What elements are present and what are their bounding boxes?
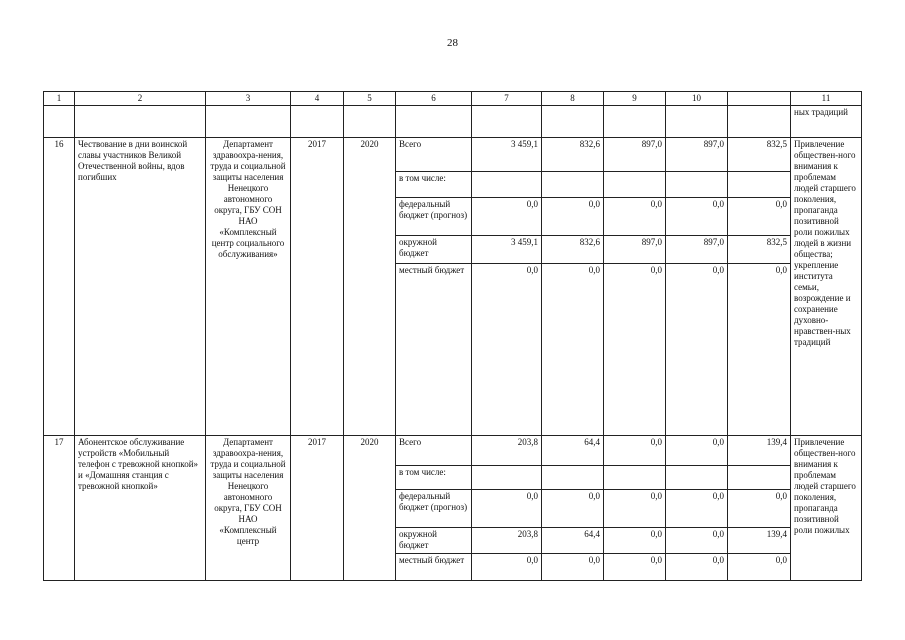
- value-cell: 0,0: [728, 264, 791, 436]
- table-row: [44, 436, 862, 466]
- value-cell: 0,0: [542, 490, 604, 528]
- value-cell: 0,0: [604, 554, 666, 581]
- value-cell: 832,6: [542, 138, 604, 172]
- value-cell: 897,0: [666, 138, 728, 172]
- empty-cell: [604, 106, 666, 138]
- empty-cell: [44, 106, 75, 138]
- value-cell: 0,0: [472, 198, 542, 236]
- value-cell: 897,0: [604, 138, 666, 172]
- empty-cell: [344, 106, 396, 138]
- value-cell: 0,0: [728, 490, 791, 528]
- value-cell: [728, 172, 791, 198]
- program-table: [43, 91, 862, 581]
- value-cell: 0,0: [666, 436, 728, 466]
- header-cell: 1: [44, 92, 75, 106]
- value-cell: 0,0: [542, 198, 604, 236]
- header-cell: 3: [206, 92, 291, 106]
- funding-label: местный бюджет: [396, 264, 472, 436]
- value-cell: 0,0: [542, 554, 604, 581]
- funding-label: местный бюджет: [396, 554, 472, 581]
- value-cell: 203,8: [472, 436, 542, 466]
- header-cell: [728, 92, 791, 106]
- value-cell: [542, 466, 604, 490]
- funding-label: федеральный бюджет (прогноз): [396, 490, 472, 528]
- value-cell: 832,6: [542, 236, 604, 264]
- header-cell: 5: [344, 92, 396, 106]
- value-cell: 64,4: [542, 436, 604, 466]
- header-cell: 6: [396, 92, 472, 106]
- value-cell: 139,4: [728, 436, 791, 466]
- funding-label: федеральный бюджет (прогноз): [396, 198, 472, 236]
- start-year: 2017: [291, 436, 344, 581]
- empty-cell: [75, 106, 206, 138]
- page-number: 28: [447, 37, 458, 49]
- start-year: 2017: [291, 138, 344, 436]
- end-year: 2020: [344, 436, 396, 581]
- value-cell: [604, 466, 666, 490]
- executor: Департамент здравоохра-нения, труда и социальной защиты населения Ненецкого автономного округа, ГБУ СОН НАО «Комплексный центр социального обслуживания»: [206, 138, 291, 436]
- value-cell: 0,0: [728, 554, 791, 581]
- empty-cell: [396, 106, 472, 138]
- value-cell: 0,0: [472, 554, 542, 581]
- value-cell: [472, 466, 542, 490]
- header-row: [44, 92, 862, 106]
- empty-cell: [542, 106, 604, 138]
- funding-label: в том числе:: [396, 172, 472, 198]
- empty-cell: [728, 106, 791, 138]
- header-cell: 7: [472, 92, 542, 106]
- value-cell: 139,4: [728, 528, 791, 554]
- carry-over-row: [44, 106, 862, 138]
- expected-result: Привлечение обществен-ного внимания к проблемам людей старшего поколения, пропаганда позитивной роли пожилых: [791, 436, 862, 581]
- value-cell: [666, 172, 728, 198]
- empty-cell: [472, 106, 542, 138]
- value-cell: 0,0: [472, 490, 542, 528]
- value-cell: 64,4: [542, 528, 604, 554]
- end-year: 2020: [344, 138, 396, 436]
- value-cell: [604, 172, 666, 198]
- value-cell: 0,0: [728, 198, 791, 236]
- value-cell: 0,0: [472, 264, 542, 436]
- header-cell: 2: [75, 92, 206, 106]
- value-cell: [472, 172, 542, 198]
- funding-label: в том числе:: [396, 466, 472, 490]
- header-cell: 8: [542, 92, 604, 106]
- row-number: 16: [44, 138, 75, 436]
- value-cell: 0,0: [604, 528, 666, 554]
- funding-label: окружной бюджет: [396, 236, 472, 264]
- value-cell: 0,0: [666, 198, 728, 236]
- table-row: [44, 138, 862, 172]
- header-cell: 11: [791, 92, 862, 106]
- value-cell: 0,0: [666, 264, 728, 436]
- value-cell: 0,0: [604, 264, 666, 436]
- event-name: Чествование в дни воинской славы участников Великой Отечественной войны, вдов погибших: [75, 138, 206, 436]
- value-cell: 0,0: [666, 554, 728, 581]
- value-cell: 897,0: [604, 236, 666, 264]
- empty-cell: [206, 106, 291, 138]
- empty-cell: [291, 106, 344, 138]
- value-cell: 832,5: [728, 138, 791, 172]
- value-cell: [728, 466, 791, 490]
- value-cell: 203,8: [472, 528, 542, 554]
- value-cell: 3 459,1: [472, 236, 542, 264]
- result-continuation: ных традиций: [791, 106, 862, 138]
- value-cell: 3 459,1: [472, 138, 542, 172]
- header-cell: 4: [291, 92, 344, 106]
- funding-label: Всего: [396, 436, 472, 466]
- value-cell: 0,0: [604, 198, 666, 236]
- value-cell: 832,5: [728, 236, 791, 264]
- header-cell: 9: [604, 92, 666, 106]
- empty-cell: [666, 106, 728, 138]
- expected-result: Привлечение обществен-ного внимания к проблемам людей старшего поколения, пропаганда позитивной роли пожилых людей в жизни общества; укрепление института семьи, возрождение и сохранение духовно-нравствен-ных традиций: [791, 138, 862, 436]
- value-cell: [542, 172, 604, 198]
- value-cell: 0,0: [542, 264, 604, 436]
- funding-label: окружной бюджет: [396, 528, 472, 554]
- value-cell: 0,0: [666, 528, 728, 554]
- value-cell: 0,0: [666, 490, 728, 528]
- value-cell: 0,0: [604, 436, 666, 466]
- value-cell: [666, 466, 728, 490]
- executor: Департамент здравоохра-нения, труда и социальной защиты населения Ненецкого автономного округа, ГБУ СОН НАО «Комплексный центр: [206, 436, 291, 581]
- value-cell: 897,0: [666, 236, 728, 264]
- value-cell: 0,0: [604, 490, 666, 528]
- header-cell: 10: [666, 92, 728, 106]
- event-name: Абонентское обслуживание устройств «Мобильный телефон с тревожной кнопкой» и «Домашняя станция с тревожной кнопкой»: [75, 436, 206, 581]
- row-number: 17: [44, 436, 75, 581]
- funding-label: Всего: [396, 138, 472, 172]
